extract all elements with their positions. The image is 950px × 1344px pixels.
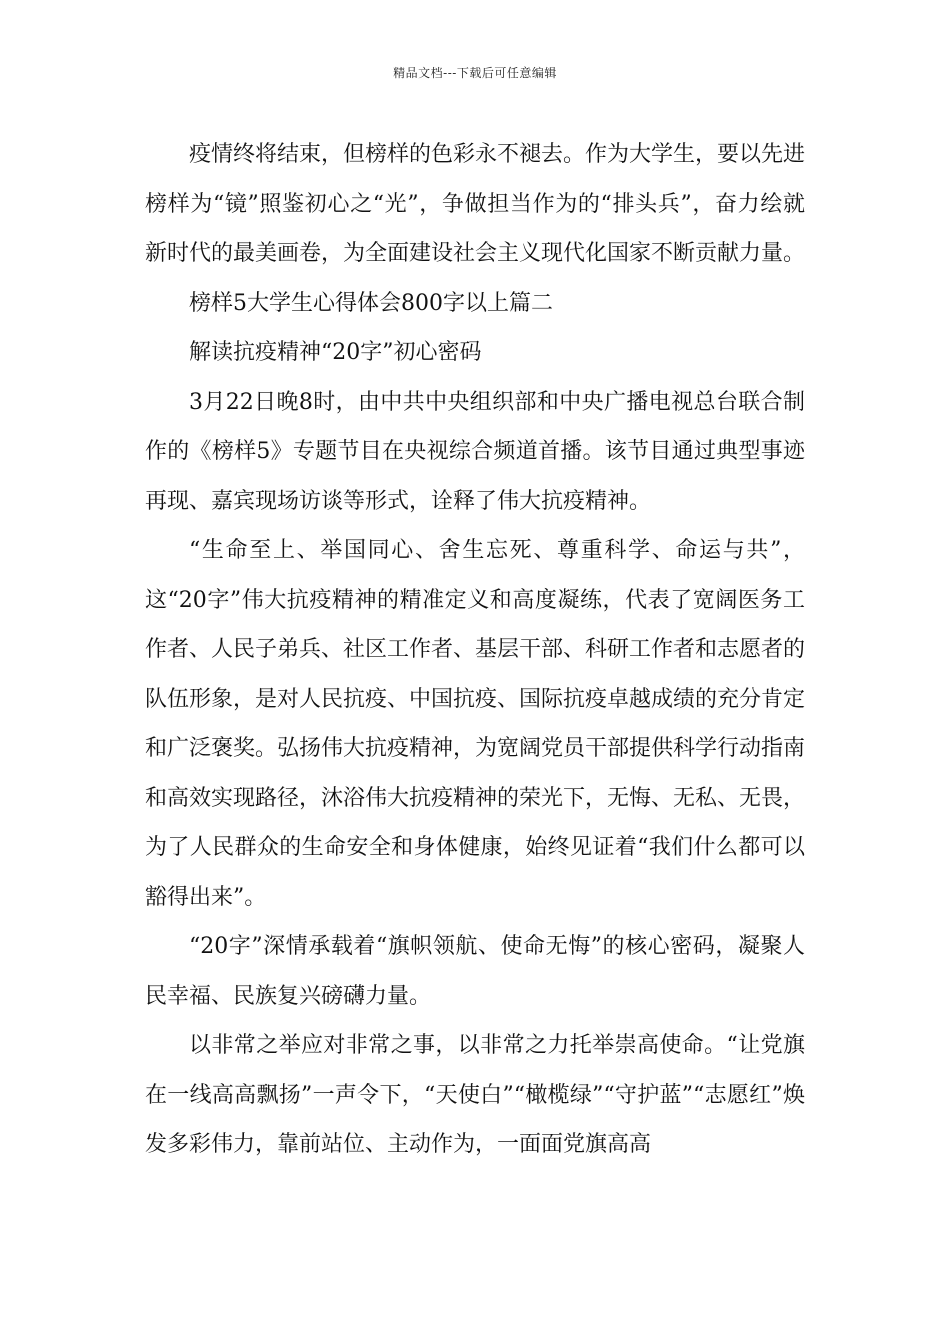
- paragraph: 以非常之举应对非常之事，以非常之力托举崇高使命。“让党旗在一线高高飘扬”一声令下，“天使白”“橄榄绿”“守护蓝”“志愿红”焕发多彩伟力，靠前站位、主动作为，一面面党旗高高: [145, 1033, 805, 1157]
- paragraph: “生命至上、举国同心、舍生忘死、尊重科学、命运与共”，这“20字”伟大抗疫精神的精准定义和高度凝练，代表了宽阔医务工作者、人民子弟兵、社区工作者、基层干部、科研工作者和志愿者的队伍形象，是对人民抗疫、中国抗疫、国际抗疫卓越成绩的充分肯定和广泛褒奖。弘扬伟大抗疫精神，为宽阔党员干部提供科学行动指南和高效实现路径，沐浴伟大抗疫精神的荣光下，无悔、无私、无畏，为了人民群众的生命安全和身体健康，始终见证着“我们什么都可以豁得出来”。: [145, 538, 806, 910]
- subtitle: 解读抗疫精神“20字”初心密码: [189, 340, 482, 365]
- paragraph: 疫情终将结束，但榜样的色彩永不褪去。作为大学生，要以先进榜样为“镜”照鉴初心之“光”，争做担当作为的“排头兵”，奋力绘就新时代的最美画卷，为全面建设社会主义现代化国家不断贡献力量。: [145, 142, 806, 266]
- document-body: [145, 130, 805, 1170]
- paragraph: “20字”深情承载着“旗帜领航、使命无悔”的核心密码，凝聚人民幸福、民族复兴磅礴力量。: [145, 934, 805, 1009]
- paragraph: 3月22日晚8时，由中共中央组织部和中央广播电视总台联合制作的《榜样5》专题节目在央视综合频道首播。该节目通过典型事迹再现、嘉宾现场访谈等形式，诠释了伟大抗疫精神。: [145, 389, 805, 514]
- section-title: 榜样5大学生心得体会800字以上篇二: [189, 290, 553, 316]
- page-header: 精品文档---下载后可任意编辑: [393, 66, 557, 80]
